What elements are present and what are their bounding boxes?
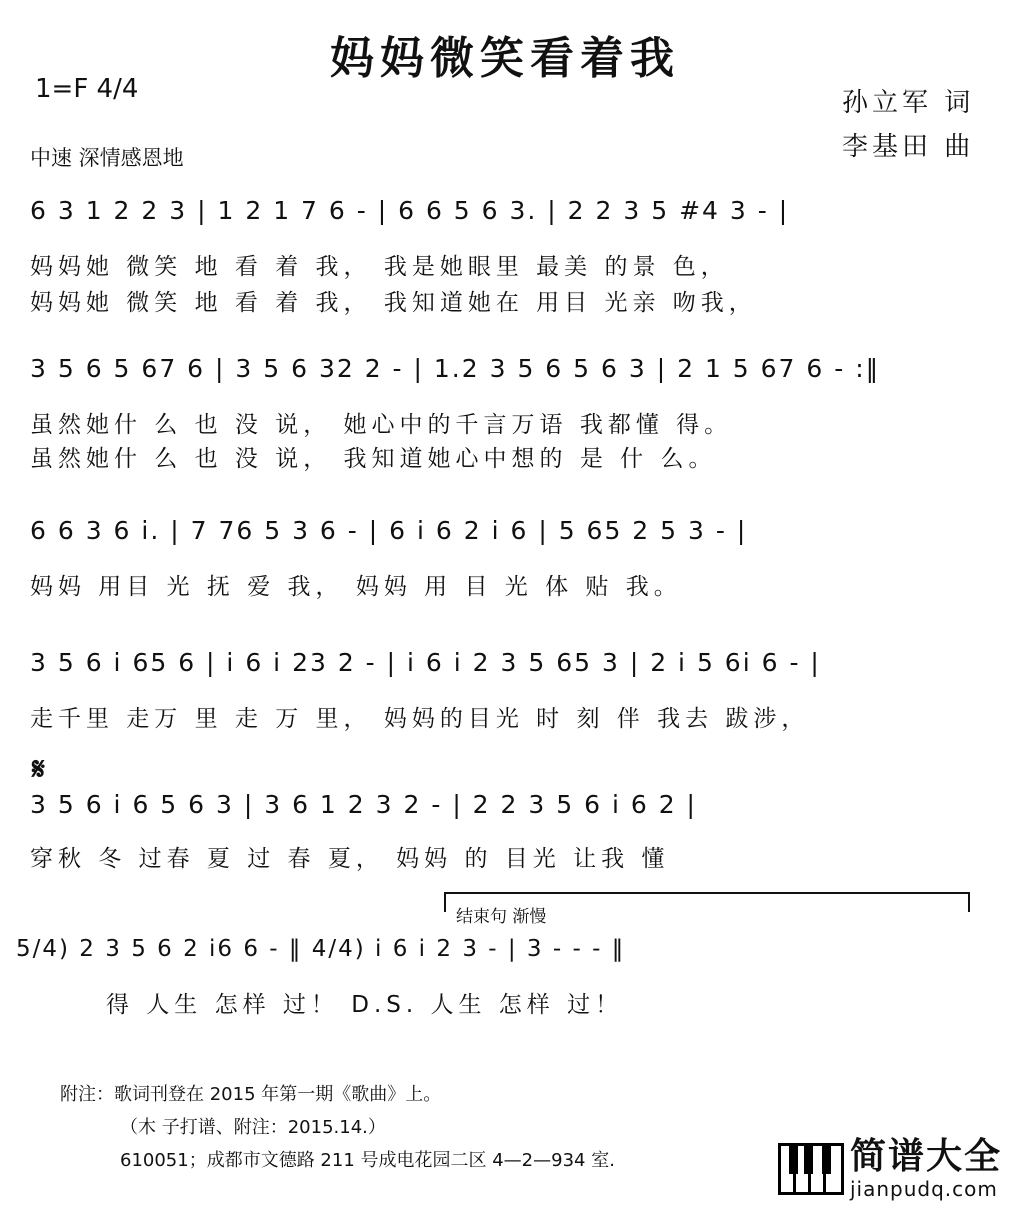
piano-keys-icon: [778, 1143, 844, 1195]
music-system-1: [30, 196, 980, 316]
logo-url: jianpudq.com: [849, 1177, 998, 1201]
music-system-6: [16, 936, 966, 1016]
lyric-line-1: 走千里 走万 里 走 万 里， 妈妈的目光 时 刻 伴 我去 跋涉，: [30, 706, 810, 732]
lyric-line-1: 穿秋 冬 过春 夏 过 春 夏， 妈妈 的 目光 让我 懂: [30, 846, 670, 872]
music-system-4: [30, 648, 980, 738]
lyric-line-1: 妈妈 用目 光 抚 爱 我， 妈妈 用 目 光 体 贴 我。: [30, 574, 682, 600]
notation-line: 3 5 6 i 6 5 6 3 | 3 6 1 2 3 2 - | 2 2 3 5 6 i 6 2 |: [30, 790, 697, 819]
key-signature: 1=F 4/4: [35, 74, 139, 104]
music-system-5: [30, 790, 980, 880]
notation-line: 6 3 1 2 2 3 | 1 2 1 7 6 - | 6 6 5 6 3. | 2 2 3 5 #4 3 - |: [30, 196, 790, 225]
ending-label: 结束句 渐慢: [456, 907, 547, 927]
segno-sign: 𝄋: [32, 752, 45, 787]
lyric-line-1: 妈妈她 微笑 地 看 着 我， 我是她眼里 最美 的景 色，: [30, 254, 729, 280]
logo-name: 简谱大全: [849, 1136, 1002, 1177]
tempo-marking: 中速 深情感恩地: [30, 146, 184, 170]
lyricist-credit: 孙立军 词: [842, 88, 975, 118]
lyric-line-2: 虽然她什 么 也 没 说， 我知道她心中想的 是 什 么。: [30, 446, 717, 472]
site-logo[interactable]: [778, 1136, 1002, 1201]
music-system-3: [30, 516, 980, 606]
notation-line: 6 6 3 6 i. | 7 76 5 3 6 - | 6 i 6 2 i 6 | 5 65 2 5 3 - |: [30, 516, 748, 545]
notation-line: 3 5 6 5 67 6 | 3 5 6 32 2 - | 1.2 3 5 6 5 6 3 | 2 1 5 67 6 - :‖: [30, 354, 881, 383]
notation-line: 3 5 6 i 65 6 | i 6 i 23 2 - | i 6 i 2 3 5 65 3 | 2 i 5 6i 6 - |: [30, 648, 821, 677]
composer-credit: 李基田 曲: [842, 132, 975, 162]
lyric-line-1: 得 人生 怎样 过！ D.S. 人生 怎样 过！: [106, 992, 624, 1018]
notation-line: 5/4) 2 3 5 6 2 i6 6 - ‖ 4/4) i 6 i 2 3 - | 3 - - - ‖: [16, 936, 626, 962]
lyric-line-2: 妈妈她 微笑 地 看 着 我， 我知道她在 用目 光亲 吻我，: [30, 290, 757, 316]
footnote-1: 附注：歌词刊登在 2015 年第一期《歌曲》上。: [60, 1084, 442, 1105]
lyric-line-1: 虽然她什 么 也 没 说， 她心中的千言万语 我都懂 得。: [30, 412, 733, 438]
footnote-2: （木 子打谱、附注：2015.14.）: [120, 1117, 386, 1138]
song-title: 妈妈微笑看着我: [330, 33, 680, 84]
footnote-3: 610051；成都市文德路 211 号成电花园二区 4—2—934 室.: [120, 1150, 615, 1171]
music-system-2: [30, 354, 980, 474]
